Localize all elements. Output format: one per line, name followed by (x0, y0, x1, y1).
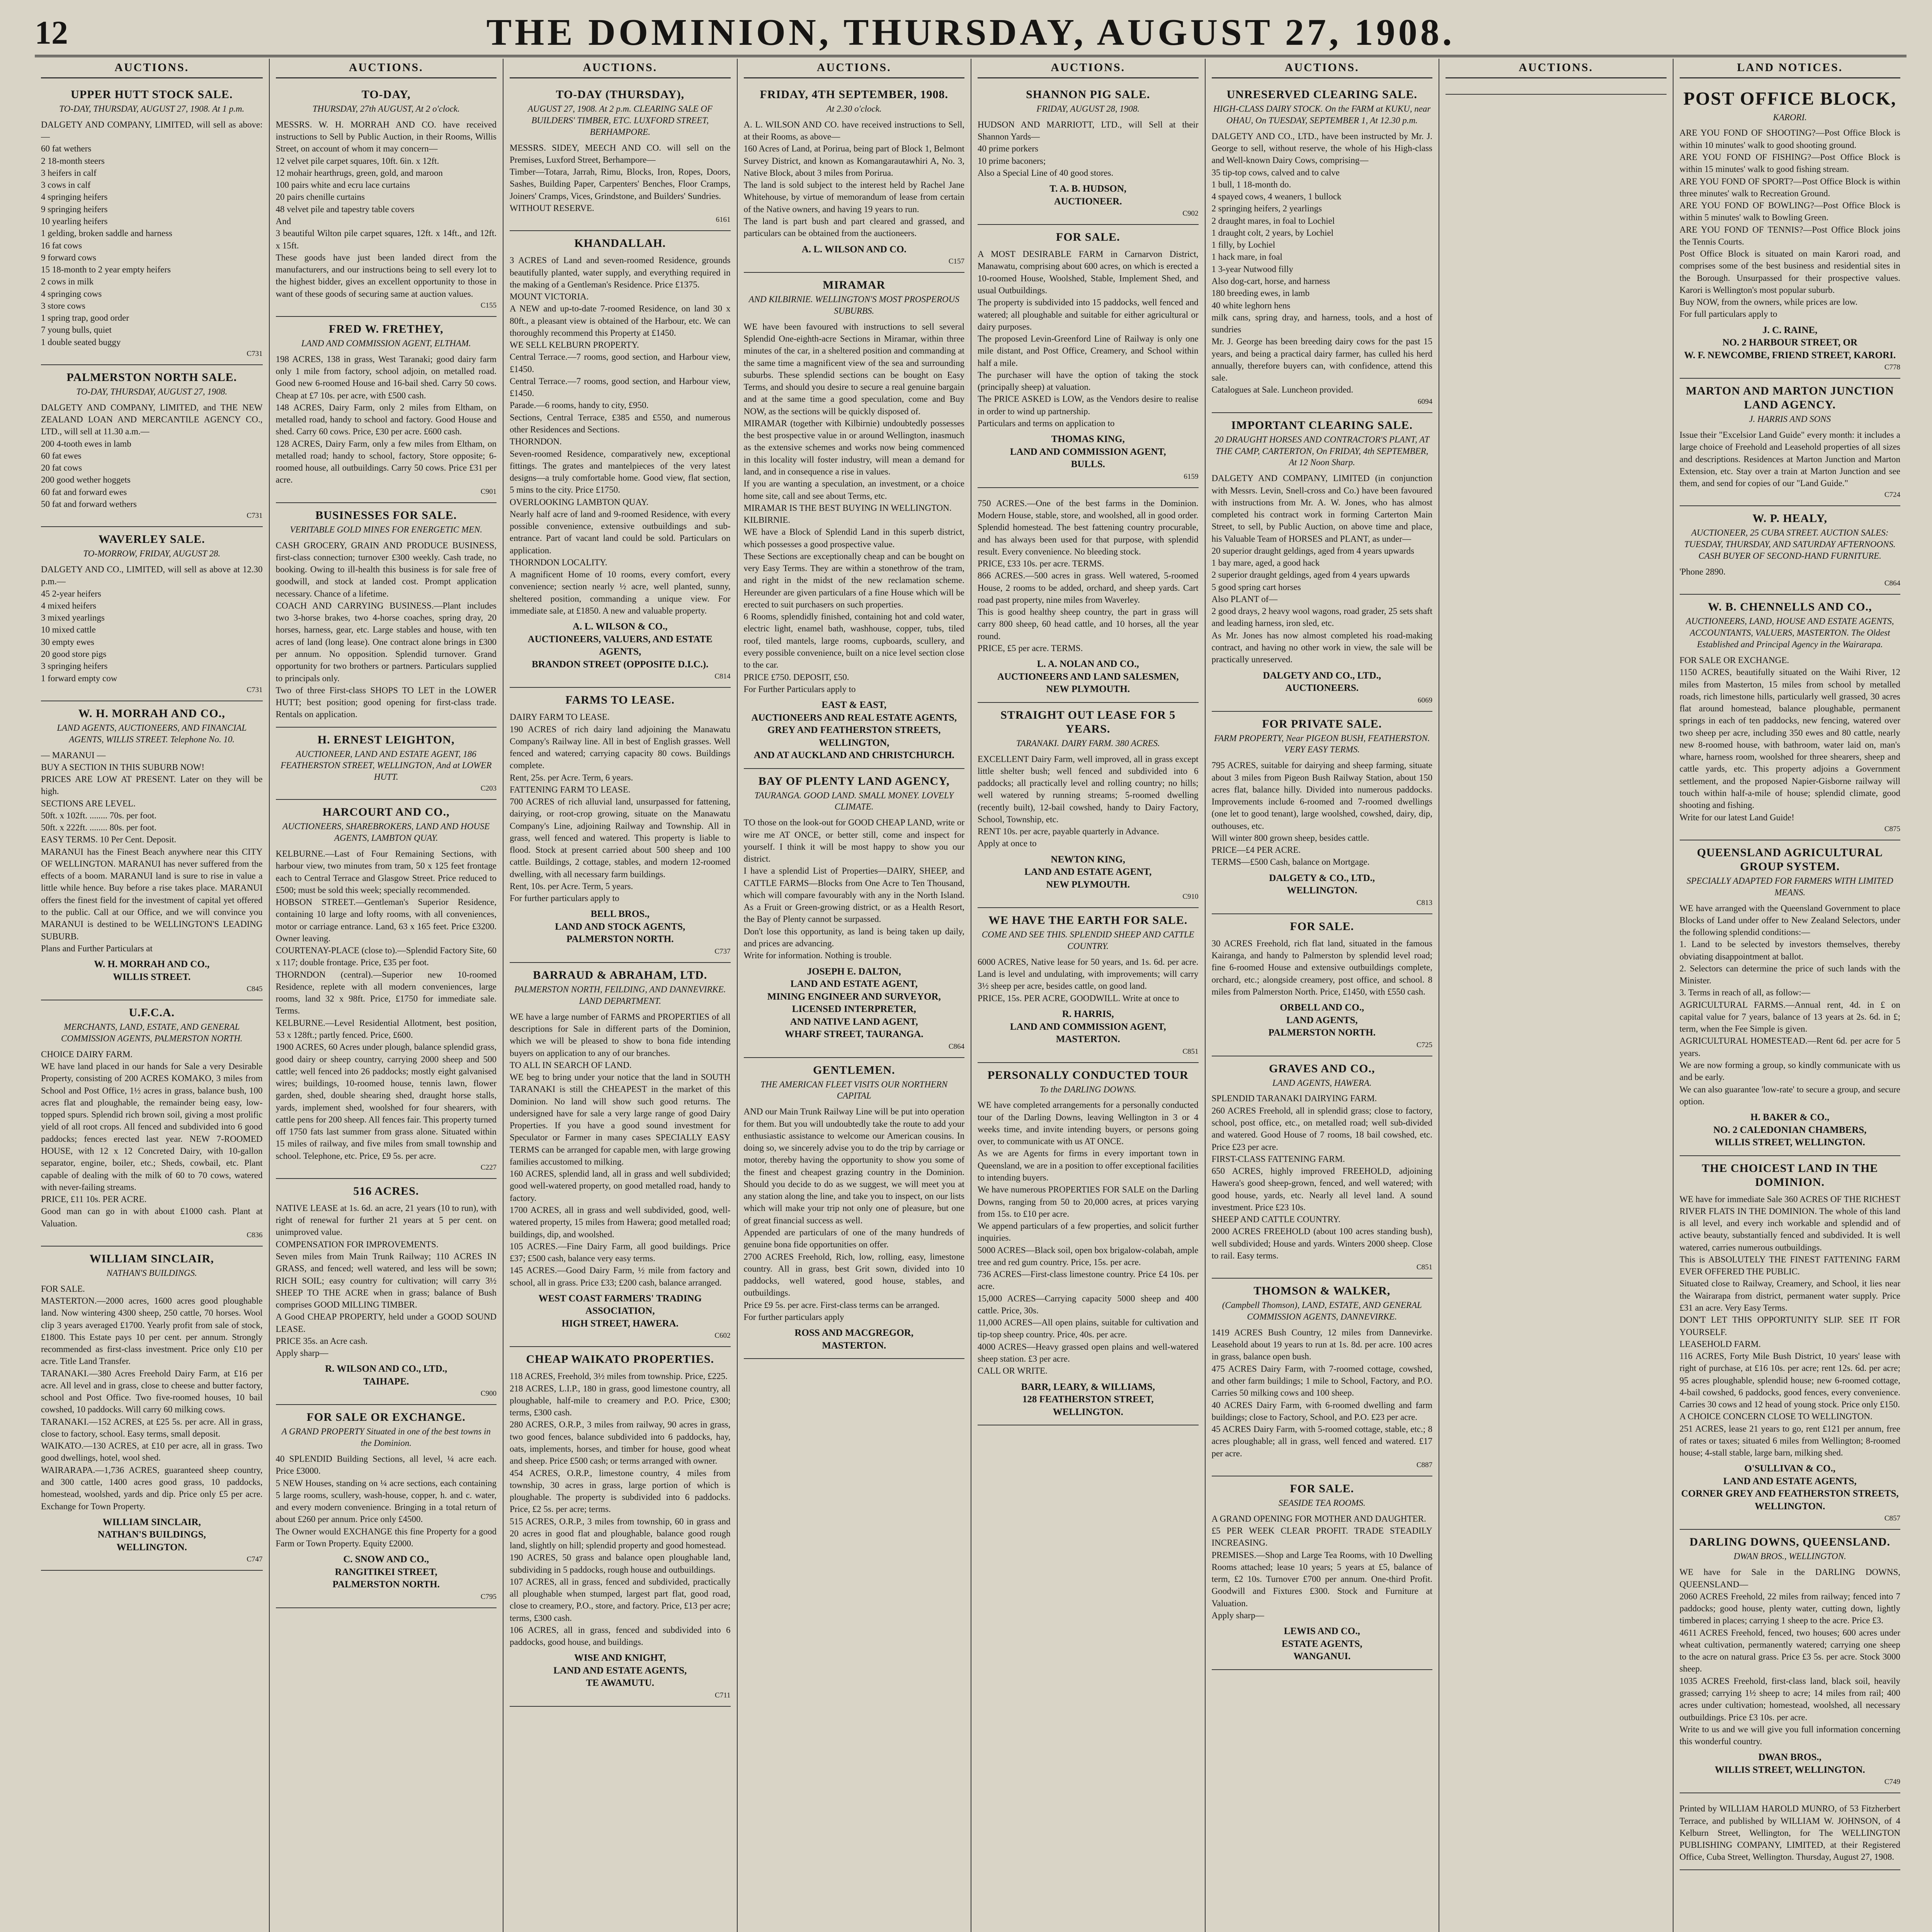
ad-agent-name: ROSS AND MACGREGOR, MASTERTON. (794, 1328, 914, 1351)
ad-title: UNRESERVED CLEARING SALE. (1226, 88, 1417, 101)
ad-reference-code: C864 (948, 1042, 964, 1051)
ad-title: DARLING DOWNS, QUEENSLAND. (1689, 1536, 1890, 1549)
ad-subtitle: SEASIDE TEA ROOMS. (1278, 1498, 1366, 1508)
ad-reference-code: C851 (1416, 1263, 1432, 1272)
ad-title: WILLIAM SINCLAIR, (89, 1252, 214, 1265)
ad-body-text: 30 ACRES Freehold, rich flat land, situated in the famous Kairanga, and handy to Palmerston by splendid level road; fine 6-roomed House and extensive outbuildings complete, orchard, etc.; alongside creamery, post office, and school. 8 miles from Palmerston North. Price, £1450, with £550 cash. (1211, 938, 1432, 997)
ad-agent-name: WEST COAST FARMERS' TRADING ASSOCIATION, HIGH STREET, HAWERA. (538, 1293, 702, 1329)
ad-body-text: WE have been favoured with instructions to sell several Splendid One-eighth-acre Sections in Miramar, within three minutes of the car, in a sheltered position and commanding at the same time a magnificent view of the sea and surrounding suburbs. These splendid sections can be bought on Easy Terms, and should you desire to secure a real genuine bargain and at the same time a good speculation, come and Buy NOW, as the sections will be quickly disposed of. MIRAMAR (together with Kilbirnie) undoubtedly possesses the best prospective value in or around Wellington, inasmuch as the extensive schemes and works now being commenced in this locality will foster industry, will mean a demand for land, and in consequence a rise in values. If you are wanting a speculation, an investment, or a choice home site, call and see about Terms, etc. MIRAMAR IS THE BEST BUYING IN WELLINGTON. KILBIRNIE. WE have a Block of Splendid Land in this superb district, which possesses a good prospective value. These Sections are exceptionally cheap and can be bought on very Easy Terms. They are within a stonethrow of the tram, and right in the midst of the new reclamation scheme. Hereunder are given particulars of a fine House which will be erected to suit purchasers on such properties. 6 Rooms, splendidly finished, containing hot and cold water, electric light, enamel bath, washhouse, copper, tubs, tiled roof, tiled mantels, large rooms, cupboards, scullery, and every possible convenience, built on a nice level section close to the car. PRICE £750. DEPOSIT, £50. For Further Particulars apply to (743, 321, 964, 694)
ad-body-text: 198 ACRES, 138 in grass, West Taranaki; good dairy farm only 1 mile from factory, school adjoin, on metalled road. Good new 6-roomed House and 16-bail shed. Carry 50 cows. Cheap at £7 10s. per acre, with £500 cash. 148 ACRES, Dairy Farm, only 2 miles from Eltham, on metalled road, handy to school and factory. Good House and shed. Carry 60 cows. Price, £30 per acre. £600 cash. 128 ACRES, Dairy Farm, only a few miles from Eltham, on metalled road; handy to school, factory, Store opposite; 6-roomed house, all outbuildings. Carry 50 cows. Price £31 per acre. (276, 354, 497, 485)
classified-advertisement (1212, 82, 1433, 413)
classified-advertisement (1680, 1793, 1901, 1870)
ad-reference-code: C725 (1416, 1041, 1432, 1049)
ad-reference-code: 6161 (716, 216, 731, 224)
ad-subtitle: LAND AND COMMISSION AGENT, ELTHAM. (301, 338, 471, 348)
ad-agent-name: LEWIS AND CO., ESTATE AGENTS, WANGANUI. (1281, 1626, 1362, 1662)
ad-body-text: 1419 ACRES Bush Country, 12 miles from Dannevirke. Leasehold about 19 years to run at 1s. 8d. per acre. 100 acres in grass, balance open bush. 475 ACRES Dairy Farm, with 7-roomed cottage, cowshed, and other farm buildings; 1 mile to School, Factory, and P.O. Carries 50 milking cows and 100 sheep. 40 ACRES Dairy Farm, with 6-roomed dwelling and farm buildings; close to Factory, School, and P.O. £23 per acre. 45 ACRES Dairy Farm, with 5-roomed cottage, stable, etc.; 8 acres ploughable; all in grass, well fenced and watered. £17 per acre. (1211, 1327, 1432, 1458)
ad-reference-code: C851 (1182, 1047, 1199, 1056)
ad-body-text: AND our Main Trunk Railway Line will be put into operation for them. But you will undoubtedly take the route to add your enthusiastic assistance to welcome our American cousins. In doing so, we sincerely advise you to do the trip by carriage or motor, thereby having the opportunity to show you some of the finest and cheapest grazing country in the Dominion. Should you decide to do as we suggest, we will meet you at any station along the line, and take you to inspect, on our lists which will make your trip not only one of pleasure, but one of great financial success as well. Appended are particulars of one of the many hundreds of genuine bona fide opportunities on offer. 2700 ACRES Freehold, Rich, low, rolling, easy, limestone country. All in grass, best Grit sown, divided into 10 paddocks, well watered, good house, stables, and outbuildings. Price £9 5s. per acre. First-class terms can be arranged. For further particulars apply (743, 1107, 964, 1322)
classified-advertisement (276, 1179, 497, 1405)
ad-title: W. H. MORRAH AND CO., (78, 707, 225, 720)
ad-subtitle: THURSDAY, 27th AUGUST, At 2 o'clock. (312, 104, 460, 114)
ad-body-text: A MOST DESIRABLE FARM in Carnarvon District, Manawatu, comprising about 600 acres, on which is erected a 10-roomed House, Woolshed, Stable, Implement Shed, and usual Outbuildings. The property is subdivided into 15 paddocks, well fenced and watered; all ploughable and suitable for either agricultural or dairy purposes. The proposed Levin-Greenford Line of Railway is only one mile distant, and Post Office, Creamery, and School within half a mile. The purchaser will have the option of taking the stock (principally sheep) at valuation. The PRICE ASKED is LOW, as the Vendors desire to realise in order to wind up partnership. Particulars and terms on application to (978, 249, 1199, 428)
ad-body-text: MESSRS. SIDEY, MEECH AND CO. will sell on the Premises, Luxford Street, Berhampore— Timber—Totara, Jarrah, Rimu, Blocks, Iron, Ropes, Doors, Sashes, Building Paper, Carpenters' Benches, Floor Cramps, Joiners' Cramps, Vices, Grindstone, and Builders' Sundries. WITHOUT RESERVE. (510, 143, 731, 213)
ad-title: UPPER HUTT STOCK SALE. (71, 88, 233, 101)
ad-title: WE HAVE THE EARTH FOR SALE. (988, 914, 1188, 927)
ad-reference-code: C813 (1416, 898, 1432, 907)
column-heading: LAND NOTICES. (1680, 59, 1901, 78)
ad-title: MIRAMAR (823, 279, 886, 292)
classified-advertisement (1680, 506, 1901, 595)
newspaper-column (737, 59, 971, 1932)
ad-subtitle: AUGUST 27, 1908. At 2 p.m. CLEARING SALE OF BUILDERS' TIMBER, ETC. LUXFORD STREET, BERHAMPORE. (527, 104, 713, 137)
classified-advertisement (510, 688, 731, 963)
ad-title: THOMSON & WALKER, (1253, 1284, 1391, 1298)
ad-subtitle: TO-DAY, THURSDAY, AUGUST 27, 1908. (76, 386, 228, 396)
ad-subtitle: PALMERSTON NORTH, FEILDING, AND DANNEVIRKE. LAND DEPARTMENT. (514, 984, 726, 1006)
ad-subtitle: At 2.30 o'clock. (826, 104, 882, 114)
classified-advertisement (744, 1058, 965, 1359)
ad-reference-code: 6159 (1184, 472, 1199, 481)
ad-subtitle: DWAN BROS., WELLINGTON. (1733, 1551, 1846, 1561)
ad-agent-name: L. A. NOLAN AND CO., AUCTIONEERS AND LAND SALESMEN, NEW PLYMOUTH. (997, 659, 1179, 695)
column-heading: AUCTIONS. (510, 59, 731, 78)
ad-subtitle: TO-DAY, THURSDAY, AUGUST 27, 1908. At 1 p.m. (59, 104, 245, 114)
ad-agent-name: H. BAKER & CO., NO. 2 CALEDONIAN CHAMBERS, WILLIS STREET, WELLINGTON. (1713, 1112, 1867, 1148)
ad-body-text: DALGETY AND COMPANY, LIMITED, and THE NEW ZEALAND LOAN AND MERCANTILE AGENCY CO., LTD., will sell at 11.30 a.m.— 200 4-tooth ewes in lamb 60 fat ewes 20 fat cows 200 good wether hoggets 60 fat and forward ewes 50 fat and forward wethers (41, 402, 263, 509)
ad-title: FOR SALE. (1056, 231, 1120, 244)
ad-title: W. P. HEALY, (1752, 512, 1827, 525)
ad-reference-code: C887 (1416, 1461, 1432, 1469)
ad-reference-code: C857 (1884, 1514, 1900, 1523)
newspaper-column (1205, 59, 1439, 1932)
ad-reference-code: C731 (247, 349, 263, 358)
ad-body-text: ARE YOU FOND OF SHOOTING?—Post Office Block is within 10 minutes' walk to good shooting ground. ARE YOU FOND OF FISHING?—Post Office Block is within 15 minutes' walk to good fishing stream. ARE YOU FOND OF SPORT?—Post Office Block is within three minutes' walk to Recreation Ground. ARE YOU FOND OF BOWLING?—Post Office Block is within 5 minutes' walk to Bowling Green. ARE YOU FOND OF TENNIS?—Post Office Block joins the Tennis Courts. Post Office Block is situated on main Karori road, and comprises some of the best business and residential sites in the Borough. Unsurpassed for their prospective values. Karori is Wellington's most popular suburb. Buy NOW, from the owners, while prices are low. For full particulars apply to (1679, 128, 1900, 319)
newspaper-column (503, 59, 737, 1932)
ad-body-text: CHOICE DAIRY FARM. WE have land placed in our hands for Sale a very Desirable Property, consisting of 200 ACRES KOMAKO, 3 miles from School and Post Office, 1½ acres in grass, balance bush, 100 acres flat and ploughable, the remainder being easy, low-topped spurs. Splendid rich brown soil, giving a most prolific yield of all root crops. All fenced and subdivided into 6 good paddocks; fences erected last year. NEW 7-ROOMED HOUSE, with 12 x 12 Concreted Dairy, with 10-gallon separator, engine, boiler, etc.; Sheds, cowbail, etc. Plant capable of dealing with the milk of 60 to 70 cows, watered with never-failing streams. PRICE, £11 10s. PER ACRE. Good man can go in with about £1000 cash. Plant at Valuation. (41, 1049, 263, 1228)
ad-reference-code: C203 (480, 784, 497, 793)
classified-advertisement (41, 527, 263, 701)
ad-body-text: WE have a large number of FARMS and PROPERTIES of all descriptions for Sale in different parts of the Dominion, which we will be pleased to show to bona fide intending buyers on application to any of our branches. TO ALL IN SEARCH OF LAND. WE beg to bring under your notice that the land in SOUTH TARANAKI is still the CHEAPEST in the market of this Dominion. No land will show such good returns. The undersigned have for sale a very large range of good Dairy Properties. If you have a good sound investment for Speculator or Farmer in many cases SPECIALLY EASY TERMS can be arranged for capable men, with large growing families accustomed to milking. 160 ACRES, splendid land, all in grass and well subdivided; good well-watered property, on good metalled road, handy to factory. 1700 ACRES, all in grass and well subdivided, good, well-watered property, 15 miles from Hawera; good metalled road; buildings, dip, and woolshed. 105 ACRES.—Fine Dairy Farm, all good buildings. Price £37; £500 cash, balance very easy terms. 145 ACRES.—Good Dairy Farm, ½ mile from factory and school, all in grass. Price £33; £200 cash, balance arranged. (510, 1012, 731, 1287)
ad-body-text: DALGETY AND COMPANY, LIMITED (in conjunction with Messrs. Levin, Snell-cross and Co.) have been favoured with instructions from Mr. A. W. Jones, who has almost completed his contract work in forming Carterton Main Street, to sell, by Public Auction, on above time and place, his Valuable Team of HORSES and PLANT, as under— 20 superior draught geldings, aged from 4 years upwards 1 bay mare, aged, a good hack 2 superior draught geldings, aged from 4 years upwards 5 good spring cart horses Also PLANT of— 2 good drays, 2 heavy wool wagons, road grader, 25 sets shaft and leading harness, iron sled, etc. As Mr. Jones has now almost completed his road-making contract, and having no other work in view, the sale will be practically unreserved. (1211, 473, 1432, 665)
ad-reference-code: C737 (714, 947, 731, 956)
ad-title: PERSONALLY CONDUCTED TOUR (987, 1068, 1189, 1082)
ad-subtitle: VERITABLE GOLD MINES FOR ENERGETIC MEN. (290, 524, 483, 534)
ad-body-text: 40 SPLENDID Building Sections, all level, ¼ acre each. Price £3000. 5 NEW Houses, standing on ¼ acre sections, each containing 5 large rooms, scullery, wash-house, copper, h. and c. water, and every modern convenience. Bringing in a total return of about £260 per annum. Price only £4500. The Owner would EXCHANGE this fine Property for a good Farm or Town Property. Equity £2000. (276, 1454, 497, 1549)
ad-agent-name: EAST & EAST, AUCTIONEERS AND REAL ESTATE AGENTS, GREY AND FEATHERSTON STREETS, WELLINGTON, AND AT AUCKLAND AND CHRISTCHURCH. (751, 700, 957, 761)
classified-advertisement (978, 82, 1199, 225)
ad-body-text: 118 ACRES, Freehold, 3½ miles from township. Price, £225. 218 ACRES, L.I.P., 180 in grass, good limestone country, all ploughable, half-mile to creamery and P.O. Price, £300; terms, £300 cash. 280 ACRES, O.R.P., 3 miles from railway, 90 acres in grass, two good fences, balance subdivided into 6 paddocks, hay, oats, implements, horses, and timber for house, good wheat and sheep. Price £500 cash; or terms arranged with owner. 454 ACRES, O.R.P., limestone country, 4 miles from township, 30 acres in grass, large portion of which is ploughable. The property is subdivided into 6 paddocks. Price, £2 5s. per acre; terms. 515 ACRES, O.R.P., 3 miles from township, 60 in grass and 20 acres in good flat and ploughable, balance good rough land, slightly on hill; splendid property and good homestead. 190 ACRES, 50 grass and balance open ploughable land, subdividing in 5 paddocks, rough house and outbuildings. 107 ACRES, all in grass, fenced and subdivided, practically all ploughable when stumped, largest part flat, good road, close to creamery, P.O., store, and factory. Price, £13 per acre; terms, £300 cash. 106 ACRES, all in grass, fenced and subdivided into 6 paddocks, good house, and buildings. (510, 1371, 731, 1647)
classified-advertisement (744, 769, 965, 1058)
ad-subtitle: A GRAND PROPERTY Situated in one of the best towns in the Dominion. (281, 1427, 491, 1448)
classified-advertisement (1680, 1156, 1901, 1530)
ad-body-text: HUDSON AND MARRIOTT, LTD., will Sell at their Shannon Yards— 40 prime porkers 10 prime baconers; Also a Special Line of 40 good stores. (978, 119, 1199, 178)
column-heading: AUCTIONS. (1212, 59, 1433, 78)
column-heading: AUCTIONS. (978, 59, 1199, 78)
ad-title: QUEENSLAND AGRICULTURAL GROUP SYSTEM. (1697, 846, 1883, 873)
classified-advertisement (276, 503, 497, 728)
classified-advertisement (1212, 712, 1433, 914)
classified-advertisement (510, 231, 731, 688)
classified-advertisement (744, 273, 965, 769)
ad-body-text: 'Phone 2890. (1679, 567, 1726, 577)
ad-body-text: Issue their "Excelsior Land Guide" every month: it includes a large choice of Freehold and Leasehold properties of all sizes and descriptions. Residences at Marton Junction and Marton Extension, etc. Stay over a train at Marton Junction and see them, and send for copies of our "Land Guide." (1679, 430, 1900, 488)
ad-reference-code: C711 (715, 1691, 731, 1699)
classified-advertisement (276, 82, 497, 317)
ad-body-text: 750 ACRES.—One of the best farms in the Dominion. Modern House, stable, store, and woolshed, all in good order. Splendid homestead. The best fattening country procurable, and has always been used for that purpose, with splendid result. Every convenience. No bleeding stock. PRICE, £33 10s. per acre. TERMS. 866 ACRES.—500 acres in grass. Well watered, 5-roomed House, 2 rooms to be added, orchard, and sheep yards. Cart road past property, nine miles from Waverley. This is good healthy sheep country, the part in grass will carry 800 sheep, 60 head cattle, and 10 horses, all the year round. PRICE, £5 per acre. TERMS. (978, 498, 1199, 653)
ad-title: BUSINESSES FOR SALE. (315, 509, 457, 522)
classified-advertisement (978, 488, 1199, 703)
classified-advertisement (510, 963, 731, 1347)
ad-title: SHANNON PIG SALE. (1026, 88, 1150, 101)
classified-advertisement (1212, 413, 1433, 712)
ad-subtitle: SPECIALLY ADAPTED FOR FARMERS WITH LIMITED MEANS. (1686, 876, 1893, 897)
ad-subtitle: FARM PROPERTY, Near PIGEON BUSH, FEATHERSTON. VERY EASY TERMS. (1214, 733, 1430, 755)
ad-body-text: — MARANUI — BUY A SECTION IN THIS SUBURB NOW! PRICES ARE LOW AT PRESENT. Later on they will be high. SECTIONS ARE LEVEL. 50ft. x 102ft. ........ 70s. per foot. 50ft. x 222ft. ........ 80s. per foot. EASY TERMS. 10 Per Cent. Deposit. MARANUI has the Finest Beach anywhere near this CITY OF WELLINGTON. MARANUI has never suffered from the effects of a boom. MARANUI land is sure to rise in value a little while hence. Buy before a rise takes place. MARANUI offers the finest field for the investment of capital yet offered to the public. Call at our Office, and we will convince you MARANUI is destined to be WELLINGTON'S LEADING SUBURB. Plans and Further Particulars at (41, 750, 263, 953)
newspaper-column (269, 59, 503, 1932)
classified-advertisement (978, 908, 1199, 1063)
ad-reference-code: C910 (1182, 893, 1199, 901)
ad-agent-name: BARR, LEARY, & WILLIAMS, 128 FEATHERSTON STREET, WELLINGTON. (1021, 1381, 1155, 1417)
ad-body-text: EXCELLENT Dairy Farm, well improved, all in grass except little shelter bush; well fenced and subdivided into 6 paddocks; all practically level and rolling country; no hills; well watered by running streams; 5-roomed dwelling (recently built), 12-bail cowshed, handy to Dairy Factory, School, Township, etc. RENT 10s. per acre, payable quarterly in Advance. Apply at once to (978, 754, 1199, 849)
column-heading: AUCTIONS. (276, 59, 497, 78)
ad-subtitle: LAND AGENTS, AUCTIONEERS, AND FINANCIAL AGENTS, WILLIS STREET. Telephone No. 10. (57, 723, 247, 744)
ad-title: FRIDAY, 4TH SEPTEMBER, 1908. (760, 88, 949, 101)
ad-subtitle: 20 DRAUGHT HORSES AND CONTRACTOR'S PLANT, AT THE CAMP, CARTERTON, On FRIDAY, 4th SEPTEMBER, At 12 Noon Sharp. (1214, 434, 1430, 468)
page-number: 12 (35, 14, 68, 51)
ad-title: GENTLEMEN. (813, 1063, 895, 1077)
ad-reference-code: C747 (247, 1555, 263, 1564)
ad-title: BAY OF PLENTY LAND AGENCY, (758, 774, 950, 787)
ad-title: TO-DAY, (361, 88, 411, 101)
ad-body-text: CASH GROCERY, GRAIN AND PRODUCE BUSINESS, first-class connection; turnover £300 weekly. Cash trade, no booking. Owing to ill-health this business is for sale free of goodwill, and stock at landed cost. Prompt application necessary. Chance of a lifetime. COACH AND CARRYING BUSINESS.—Plant includes two 3-horse brakes, two 4-horse coaches, spring dray, 20 horses, harness, gear, etc. Large stables and house, with ten acres of land (long lease). One contract alone brings in £300 per annum. No opposition. Splendid turnover. Grand opportunity for two brothers or partners. Particulars supplied to principals only. Two of three First-class SHOPS TO LET in the LOWER HUTT; best position; good opening for first-class trade. Rentals on application. (276, 540, 497, 719)
ad-subtitle: NATHAN'S BUILDINGS. (106, 1268, 197, 1278)
ad-reference-code: C836 (247, 1231, 263, 1239)
classified-advertisement (41, 82, 263, 365)
classified-advertisement (1680, 82, 1901, 379)
ad-agent-name: R. HARRIS, LAND AND COMMISSION AGENT, MASTERTON. (1010, 1009, 1166, 1045)
ad-agent-name: DWAN BROS., WILLIS STREET, WELLINGTON. (1714, 1752, 1865, 1775)
ad-agent-name: BELL BROS., LAND AND STOCK AGENTS, PALMERSTON NORTH. (555, 909, 685, 945)
ad-subtitle: TARANAKI. DAIRY FARM. 380 ACRES. (1016, 738, 1160, 748)
ad-body-text: A. L. WILSON AND CO. have received instructions to Sell, at their Rooms, as above— 160 Acres of Land, at Porirua, being part of Block 1, Belmont Survey District, and known as Komangarautawhiri A, No. 3, Native Block, about 3 miles from Porirua. The land is sold subject to the interest held by Rachel Jane Whitehouse, by virtue of memorandum of lease from certain of the Native owners, and having 19 years to run. The land is part bush and part cleared and grassed, and particulars can be obtained from the auctioneers. (743, 119, 964, 238)
ad-subtitle: To the DARLING DOWNS. (1039, 1084, 1136, 1094)
ad-agent-name: O'SULLIVAN & CO., LAND AND ESTATE AGENTS, CORNER GREY AND FEATHERSTON STREETS, WELLINGTON. (1681, 1463, 1899, 1512)
ad-title: FOR SALE OR EXCHANGE. (306, 1411, 466, 1424)
newspaper-column (1673, 59, 1907, 1932)
ad-body-text: FOR SALE. MASTERTON.—2000 acres, 1600 acres good ploughable land. Now wintering 4300 sheep, 250 cattle, 70 horses. Wool clip 3 years averaged £1700. Yearly profit from sale of stock, £1800. This Estate pays 10 per cent. per annum. Strongly recommended as first-class investment. Price only £10 per acre. Title Land Transfer. TARANAKI.—380 Acres Freehold Dairy Farm, at £16 per acre. All level and in grass, close to cheese and butter factory, school and Post Office. Two five-roomed houses, 10 bail cowshed, 10 paddocks. Will carry 60 milking cows. TARANAKI.—152 ACRES, at £25 5s. per acre. All in grass, close to factory, school. Easy terms, small deposit. WAIKATO.—130 ACRES, at £10 per acre, all in grass. Two good dwellings, hotel, wool shed. WAIRARAPA.—1,736 ACRES, guaranteed sheep country, and 300 cattle, 1400 acres good grass, 10 paddocks, homestead, woolshed, yards and dip. Price only £5 per acre. Exchange for Town Property. (41, 1284, 263, 1511)
ad-reference-code: C875 (1884, 825, 1900, 833)
ad-reference-code: C778 (1884, 363, 1900, 372)
classified-advertisement (744, 82, 965, 273)
ad-reference-code: C731 (247, 685, 263, 694)
classified-advertisement (978, 225, 1199, 488)
column-heading: AUCTIONS. (41, 59, 263, 78)
ad-subtitle: (Campbell Thomson), LAND, ESTATE, AND GENERAL COMMISSION AGENTS, DANNEVIRKE. (1222, 1300, 1422, 1322)
classified-advertisement (276, 800, 497, 1179)
ad-body-text: 795 ACRES, suitable for dairying and sheep farming, situate about 3 miles from Pigeon Bush Railway Station, about 150 acres flat, balance hilly. Divided into numerous paddocks. Improvements include 6-roomed and 7-roomed dwellings (one let to good tenant), large woolshed, cowshed, dairy, dip, outhouses, etc. Will winter 800 grown sheep, besides cattle. PRICE—£4 PER ACRE. TERMS—£500 Cash, balance on Mortgage. (1211, 760, 1432, 867)
classified-advertisement (1212, 1476, 1433, 1670)
ad-title: POST OFFICE BLOCK, (1683, 88, 1896, 109)
ad-body-text: DALGETY AND COMPANY, LIMITED, will sell as above:— 60 fat wethers 2 18-month steers 3 heifers in calf 3 cows in calf 4 springing heifers 9 springing heifers 10 yearling heifers 1 gelding, broken saddle and harness 16 fat cows 9 forward cows 15 18-month to 2 year empty heifers 2 cows in milk 4 springing cows 3 store cows 1 spring trap, good order 7 young bulls, quiet 1 double seated buggy (41, 119, 263, 347)
ad-body-text: DAIRY FARM TO LEASE. 190 ACRES of rich dairy land adjoining the Manawatu Company's Railway line. All in best of English grasses. Well fenced and watered; carrying capacity 80 cows. Buildings complete. Rent, 25s. per Acre. Term, 6 years. FATTENING FARM TO LEASE. 700 ACRES of rich alluvial land, unsurpassed for fattening, dairying, or root-crop growing, situate on the Manawatu Company's Line, adjoining Railway and Township. All in grass, well fenced and watered. This property is liable to flood. Stock at present carried about 500 sheep and 100 cattle. Buildings, 2 cottage, stables, and modern 12-roomed dwelling, with all necessary farm buildings. Rent, 10s. per Acre. Term, 5 years. For further particulars apply to (510, 712, 731, 903)
classified-advertisement (1680, 379, 1901, 506)
ad-body-text: KELBURNE.—Last of Four Remaining Sections, with harbour view, two minutes from tram, 50 x 125 feet frontage each to Central Terrace and Glasgow Street. Price reduced to £500; must be sold this week; specially recommended. HOBSON STREET.—Gentleman's Superior Residence, containing 10 large and lofty rooms, with all conveniences, motor or carriage entrance. Land, 63 x 165 feet. Price £3200. Owner leaving. COURTENAY-PLACE (close to).—Splendid Factory Site, 60 x 117; double frontage. Price, £35 per foot. THORNDON (central).—Superior new 10-roomed Residence, replete with all modern conveniences, large rooms, land 32 x 98ft. Price, £1750 for immediate sale. Terms. KELBURNE.—Level Residential Allotment, best position, 53 x 128ft.; partly fenced. Price, £600. 1900 ACRES, 60 Acres under plough, balance splendid grass, good dairy or sheep country, carrying 2000 sheep and 500 cattle; well fenced into 26 paddocks; mostly eight galvanised wires; buildings, 10-roomed house, tennis lawn, flower garden, shed, double shearing shed, draught horse stalls, yards, implement shed, woolshed for four shearers, with cattle pens for 200 sheep. All fences fair. This property turned off 1750 fats last summer from grass alone. Situated within 15 miles of railway, and five miles from small township and school. Telephone, etc. Price, £9 5s. per acre. (276, 849, 497, 1161)
ad-title: FOR SALE. (1290, 1482, 1354, 1495)
ad-body-text: DALGETY AND CO., LIMITED, will sell as above at 12.30 p.m.— 45 2-year heifers 4 mixed heifers 3 mixed yearlings 10 mixed cattle 30 empty ewes 20 good store pigs 3 springing heifers 1 forward empty cow (41, 565, 263, 683)
ad-title: U.F.C.A. (129, 1006, 175, 1019)
ad-title: 516 ACRES. (353, 1184, 419, 1197)
ad-subtitle: COME AND SEE THIS. SPLENDID SHEEP AND CATTLE COUNTRY. (981, 930, 1194, 951)
ad-body-text: WE have for Sale in the DARLING DOWNS, QUEENSLAND— 2060 ACRES Freehold, 22 miles from railway; fenced into 7 paddocks; good house, plenty water, cutting down, lightly timbered in places; carrying 1 sheep to the acre. Price £3. 4611 ACRES Freehold, fenced, two houses; 600 acres under wheat cultivation, permanently watered; carrying one sheep to the acre on natural grass. Price £3 5s. per acre. Stock 3000 sheep. 1035 ACRES Freehold, first-class land, black soil, heavily grassed; carrying 1½ sheep to acre; 14 miles from rail; 400 acres under cultivation; homestead, woolshed, all necessary outbuildings. Price £3 10s. per acre. Write to us and we will give you full information concerning this wonderful country. (1679, 1567, 1900, 1747)
ad-body-text: A GRAND OPENING FOR MOTHER AND DAUGHTER. £5 PER WEEK CLEAR PROFIT. TRADE STEADILY INCREASING. PREMISES.—Shop and Large Tea Rooms, with 10 Dwelling Rooms attached; lease 10 years; 5 years at £5, balance of term, £2 10s. Turnover £700 per annum. One-third Profit. Goodwill and Fixtures £300. Stock and Furniture at Valuation. Apply sharp— (1211, 1514, 1432, 1620)
classified-advertisement (1446, 82, 1667, 95)
classified-advertisement (978, 1063, 1199, 1426)
ad-agent-name: A. L. WILSON & CO., AUCTIONEERS, VALUERS, AND ESTATE AGENTS, BRANDON STREET (OPPOSITE D.I.C.). (527, 621, 713, 670)
ad-subtitle: KARORI. (1773, 112, 1807, 122)
newspaper-column (971, 59, 1205, 1932)
ad-reference-code: C845 (247, 985, 263, 993)
ad-reference-code: C724 (1884, 491, 1900, 499)
ad-subtitle: TAURANGA. GOOD LAND. SMALL MONEY. LOVELY CLIMATE. (754, 790, 954, 812)
ad-subtitle: TO-MORROW, FRIDAY, AUGUST 28. (83, 549, 221, 559)
ad-reference-code: C901 (480, 487, 497, 496)
newspaper-column (1439, 59, 1673, 1932)
classified-advertisement (41, 1247, 263, 1571)
ad-title: BARRAUD & ABRAHAM, LTD. (533, 968, 707, 981)
ad-title: FARMS TO LEASE. (565, 694, 675, 707)
ad-reference-code: C155 (480, 301, 497, 310)
ad-agent-name: A. L. WILSON AND CO. (801, 244, 906, 255)
ad-agent-name: W. H. MORRAH AND CO., WILLIS STREET. (94, 959, 210, 982)
classified-advertisement (978, 703, 1199, 908)
classified-advertisement (510, 1347, 731, 1707)
ad-body-text: NATIVE LEASE at 1s. 6d. an acre, 21 years (10 to run), with right of renewal for further 21 years at 5 per cent. on unimproved value. COMPENSATION FOR IMPROVEMENTS. Seven miles from Main Trunk Railway; 110 ACRES IN GRASS, and fenced; well watered, and less will be sown; RICH SOIL; easy country for cultivation; will carry 3½ SHEEP TO THE ACRE when in grass; balance of Bush comprises GOOD MILLING TIMBER. A Good CHEAP PROPERTY, held under a GOOD SOUND LEASE. PRICE 35s. an Acre cash. Apply sharp— (276, 1203, 497, 1358)
column-heading: AUCTIONS. (744, 59, 965, 78)
ad-reference-code: 6069 (1418, 696, 1432, 704)
ad-subtitle: AUCTIONEER, 25 CUBA STREET. AUCTION SALES: TUESDAY, THURSDAY, AND SATURDAY AFTERNOONS. CASH BUYER OF SECOND-HAND FURNITURE. (1684, 528, 1896, 561)
ad-subtitle: AUCTIONEERS, LAND, HOUSE AND ESTATE AGENTS, ACCOUNTANTS, VALUERS, MASTERTON. The Oldest Established and Principal Agency in the Wairarapa. (1686, 616, 1894, 650)
ad-agent-name: DALGETY AND CO., LTD., AUCTIONEERS. (1263, 670, 1381, 694)
ad-body-text: MESSRS. W. H. MORRAH AND CO. have received instructions to Sell by Public Auction, in their Rooms, Willis Street, on account of whom it may concern— 12 velvet pile carpet squares, 10ft. 6in. x 12ft. 12 mohair hearthrugs, green, gold, and maroon 100 pairs white and ecru lace curtains 20 pairs chenille curtains 48 velvet pile and tapestry table covers And 3 beautiful Wilton pile carpet squares, 12ft. x 14ft., and 12ft. x 15ft. These goods have just been landed direct from the manufacturers, and our instructions being to sell every lot to the highest bidder, gives an excellent opportunity to those in want of these goods of securing same at auction values. (276, 119, 497, 299)
ad-title: W. B. CHENNELLS AND CO., (1708, 600, 1872, 614)
ad-body-text: Printed by WILLIAM HAROLD MUNRO, of 53 Fitzherbert Terrace, and published by WILLIAM W. JOHNSON, of 4 Kelburn Street, Wellington, for The WELLINGTON PUBLISHING COMPANY, LIMITED, at their Registered Office, Cuba Street, Wellington. Thursday, August 27, 1908. (1679, 1804, 1900, 1862)
ad-agent-name: JOSEPH E. DALTON, LAND AND ESTATE AGENT, MINING ENGINEER AND SURVEYOR, LICENSED INTERPRETER, AND NATIVE LAND AGENT, WHARF STREET, TAURANGA. (767, 966, 941, 1040)
classified-advertisement (1680, 1530, 1901, 1793)
ad-subtitle: THE AMERICAN FLEET VISITS OUR NORTHERN CAPITAL (760, 1079, 948, 1101)
ad-reference-code: C602 (714, 1332, 731, 1340)
ad-subtitle: LAND AGENTS, HAWERA. (1272, 1078, 1372, 1088)
classified-advertisement (276, 317, 497, 503)
ad-body-text: WE have completed arrangements for a personally conducted tour of the Darling Downs, leaving Wellington in 3 or 4 weeks time, and invite intending buyers, or persons going over, to communicate with us AT ONCE. As we are Agents for firms in every important town in Queensland, we are in a position to offer exceptional facilities to intending buyers. We have numerous PROPERTIES FOR SALE on the Darling Downs, ranging from 50 to 20,000 acres, at prices varying from 15s. to £10 per acre. We append particulars of a few properties, and solicit further inquiries. 5000 ACRES—Black soil, open box brigalow-colabah, ample tree and red gum country. Price, 15s. per acre. 736 ACRES—First-class limestone country. Price £4 10s. per acre. 15,000 ACRES—Carrying capacity 5000 sheep and 400 cattle. Price, 30s. 11,000 ACRES—All open plains, suitable for cultivation and tip-top sheep country. Price, 40s. per acre. 4000 ACRES—Heavy grassed open plains and well-watered sheep station. £3 per acre. CALL OR WRITE. (978, 1100, 1199, 1376)
classified-advertisement (1680, 840, 1901, 1156)
ad-title: MARTON AND MARTON JUNCTION LAND AGENCY. (1685, 384, 1894, 412)
ad-agent-name: WISE AND KNIGHT, LAND AND ESTATE AGENTS, TE AWAMUTU. (553, 1653, 687, 1689)
ad-agent-name: J. C. RAINE, NO. 2 HARBOUR STREET, OR W. F. NEWCOMBE, FRIEND STREET, KARORI. (1684, 325, 1896, 361)
ad-title: WAVERLEY SALE. (98, 533, 205, 546)
ad-body-text: 3 ACRES of Land and seven-roomed Residence, grounds beautifully planted, water supply, and everything required in the making of a Gentleman's Residence. Price £1375. MOUNT VICTORIA. A NEW and up-to-date 7-roomed Residence, on land 30 x 80ft., a pleasant view is obtained of the Harbour, etc. We can thoroughly recommend this Property at £1450. WE SELL KELBURN PROPERTY. Central Terrace.—7 rooms, good section, and Harbour view, £1450. Central Terrace.—7 rooms, good section, and Harbour view, £1450. Parade.—6 rooms, handy to city, £950. Sections, Central Terrace, £385 and £550, and numerous other Residences and Sections. THORNDON. Seven-roomed Residence, comparatively new, exceptional fittings. The grates and mantelpieces of the very latest designs—a truly comfortable home. Good view, flat section, 5 mins to the city. Price £1750. OVERLOOKING LAMBTON QUAY. Nearly half acre of land and 9-roomed Residence, with every possible convenience, extensive outbuildings and sub-entrance. Part of vacant land could be sold. Particulars on application. THORNDON LOCALITY. A magnificent Home of 10 rooms, every comfort, every convenience; section nearly ½ acre, well planted, sunny, sheltered position, commanding a unique view. For immediate sale, at £1850. A new and valuable property. (510, 255, 731, 616)
ad-agent-name: ORBELL AND CO., LAND AGENTS, PALMERSTON NORTH. (1268, 1002, 1376, 1038)
ad-agent-name: R. WILSON AND CO., LTD., TAIHAPE. (325, 1364, 447, 1387)
ad-title: TO-DAY (THURSDAY), (556, 88, 684, 101)
ad-agent-name: T. A. B. HUDSON, AUCTIONEER. (1049, 184, 1127, 207)
ad-reference-code: 6094 (1418, 397, 1432, 406)
ad-body-text: WE have for immediate Sale 360 ACRES OF THE RICHEST RIVER FLATS IN THE DOMINION. The whole of this land is all level, and every inch workable and splendid and of active beauty, substantially fenced and subdivided. It is well watered, carries numerous outbuildings. This is ABSOLUTELY THE FINEST FATTENING FARM EVER OFFERED THE PUBLIC. Situated close to Railway, Creamery, and School, it lies near the Wairarapa from district, permanent water supply. Price £31 an acre. Very Easy Terms. DON'T LET THIS OPPORTUNITY SLIP. SEE IT FOR YOURSELF. LEASEHOLD FARM. 116 ACRES, Forty Mile Bush District, 10 years' lease with right of purchase, at £16 10s. per acre; rent 12s. 6d. per acre; 95 acres ploughable, splendid house; new 6-roomed cottage, 4-bail cowshed, 6 paddocks, good fences, every convenience. Carries 30 cows and 12 head of young stock. Price only £150. A CHOICE CONCERN CLOSE TO WELLINGTON. 251 ACRES, lease 21 years to go, rent £121 per annum, free of rates or taxes; situated 6 miles from Wellington; 8-roomed house; 4-stall stable, large barn, milking shed. (1679, 1194, 1900, 1458)
ad-title: IMPORTANT CLEARING SALE. (1231, 418, 1413, 432)
classified-advertisement (41, 365, 263, 527)
newspaper-column (35, 59, 269, 1932)
ad-title: PALMERSTON NORTH SALE. (66, 371, 237, 384)
ad-reference-code: C157 (948, 257, 964, 266)
masthead (35, 9, 1906, 57)
ad-reference-code: C814 (714, 672, 731, 681)
ad-subtitle: MERCHANTS, LAND, ESTATE, AND GENERAL COMMISSION AGENTS, PALMERSTON NORTH. (61, 1022, 243, 1043)
ad-body-text: WE have arranged with the Queensland Government to place Blocks of Land under offer to New Zealand Selectors, under the following splendid conditions:— 1. Land to be selected by investors themselves, thereby obviating disappointment at ballot. 2. Selectors can determine the price of such lands with the Minister. 3. Terms in reach of all, as follow:— AGRICULTURAL FARMS.—Annual rent, 4d. in £ on capital value for 7 years, balance of 13 years at 2s. 6d. in £; term, when the Fee Simple is given. AGRICULTURAL HOMESTEAD.—Rent 6d. per acre for 5 years. We are now forming a group, so kindly communicate with us and be early. We can also guarantee 'low-rate' to secure a group, and secure option. (1679, 903, 1900, 1106)
classified-advertisement (276, 728, 497, 800)
classified-advertisement (1680, 595, 1901, 840)
columns-container (35, 59, 1906, 1932)
classified-advertisement (1212, 1279, 1433, 1476)
ad-subtitle: J. HARRIS AND SONS (1749, 414, 1831, 424)
ad-body-text: TO those on the look-out for GOOD CHEAP LAND, write or wire me AT ONCE, or better still, come and inspect for yourself. I think it will be most happy to show you our district. I have a splendid List of Properties—DAIRY, SHEEP, and CATTLE FARMS—Blocks from One Acre to Ten Thousand, which will compare favourably with any in the North Island. As a Fruit or Green-growing district, or as a Health Resort, the Bay of Plenty cannot be surpassed. Don't lose this opportunity, as land is being taken up daily, and prices are advancing. Write for information. Nothing is trouble. (743, 818, 964, 961)
ad-reference-code: C795 (480, 1592, 497, 1601)
ad-title: FOR SALE. (1290, 920, 1354, 933)
column-heading: AUCTIONS. (1446, 59, 1667, 78)
ad-agent-name: WILLIAM SINCLAIR, NATHAN'S BUILDINGS, WELLINGTON. (97, 1517, 206, 1553)
ad-agent-name: THOMAS KING, LAND AND COMMISSION AGENT, BULLS. (1010, 434, 1166, 470)
ad-reference-code: C864 (1884, 579, 1900, 588)
ad-agent-name: DALGETY & CO., LTD., WELLINGTON. (1269, 872, 1375, 896)
ad-body-text: SPLENDID TARANAKI DAIRYING FARM. 260 ACRES Freehold, all in splendid grass; close to factory, school, post office, etc., on metalled road; well sub-divided and watered. Good House of 7 rooms, 18 bail cowshed, etc. Price £23 per acre. FIRST-CLASS FATTENING FARM. 650 ACRES, highly improved FREEHOLD, adjoining Hawera's good sheep-grown, fenced, and well watered; with good house, yards, etc. Nearly all level land. A sound investment. Price £23 10s. SHEEP AND CATTLE COUNTRY. 2000 ACRES FREEHOLD (about 100 acres standing bush), well subdivided; House and yards. Winters 2000 sheep. Close to rail. Easy terms. (1211, 1094, 1432, 1260)
ad-title: FRED W. FRETHEY, (328, 322, 444, 335)
ad-reference-code: C227 (480, 1163, 497, 1172)
ad-title: H. ERNEST LEIGHTON, (317, 733, 455, 746)
ad-subtitle: AUCTIONEERS, SHAREBROKERS, LAND AND HOUSE AGENTS, LAMBTON QUAY. (282, 821, 490, 843)
ad-subtitle: HIGH-CLASS DAIRY STOCK. On the FARM at KUKU, near OHAU, On TUESDAY, SEPTEMBER 1, At 12.30 p.m. (1213, 104, 1431, 125)
ad-reference-code: C900 (480, 1389, 497, 1398)
ad-reference-code: C902 (1182, 209, 1199, 218)
classified-advertisement (276, 1405, 497, 1608)
classified-advertisement (510, 82, 731, 231)
ad-subtitle: FRIDAY, AUGUST 28, 1908. (1036, 104, 1140, 114)
ad-title: GRAVES AND CO., (1269, 1062, 1375, 1075)
ad-subtitle: AND KILBIRNIE. WELLINGTON'S MOST PROSPEROUS SUBURBS. (748, 294, 959, 316)
ad-reference-code: C749 (1884, 1778, 1900, 1786)
ad-agent-name: C. SNOW AND CO., RANGITIKEI STREET, PALMERSTON NORTH. (332, 1554, 440, 1590)
ad-body-text: FOR SALE OR EXCHANGE. 1150 ACRES, beautifully situated on the Waihi River, 12 miles from Masterton, 15 miles from school by metalled roads, rich limestone hills, particularly well grassed, 30 acres flat around homestead, balance ploughable, permanent springs in each of ten paddocks, new fencing, watered over two sheep per acre, including 350 ewes and 80 cattle, nearly new 8-roomed house, with bathroom, water laid on, man's whare, harness room, woolshed for three shearers, sheep and cattle yards, etc. This property adjoins a Government settlement, and the proposed Napier-Gisborne railway will touch within half-a-mile of house; splendid climate, good shooting and fishing. Write for our latest Land Guide! (1679, 655, 1900, 822)
ad-title: THE CHOICEST LAND IN THE DOMINION. (1702, 1162, 1878, 1189)
ad-title: FOR PRIVATE SALE. (1262, 717, 1382, 730)
ad-reference-code: C731 (247, 512, 263, 520)
ad-agent-name: NEWTON KING, LAND AND ESTATE AGENT, NEW PLYMOUTH. (1024, 854, 1152, 890)
ad-body-text: DALGETY AND CO., LTD., have been instructed by Mr. J. George to sell, without reserve, the whole of his High-class and Well-known Dairy Cows, comprising— 35 tip-top cows, calved and to calve 1 bull, 1 18-month do. 4 spayed cows, 4 weaners, 1 bullock 2 springing heifers, 2 yearlings 2 draught mares, in foal to Lochiel 1 draught colt, 2 years, by Lochiel 1 filly, by Lochiel 1 hack mare, in foal 1 3-year Nutwood filly Also dog-cart, horse, and harness 180 breeding ewes, in lamb 40 white leghorn hens milk cans, spring dray, and harness, tools, and a host of sundries Mr. J. George has been breeding dairy cows for the past 15 years, and being a practical dairy farmer, has culled his herd annually, therefore buyers can, with confidence, attend this sale. Catalogues at Sale. Luncheon provided. (1211, 131, 1432, 395)
classified-advertisement (41, 701, 263, 1000)
ad-title: STRAIGHT OUT LEASE FOR 5 YEARS. (1000, 708, 1176, 735)
newspaper-title: THE DOMINION, THURSDAY, AUGUST 27, 1908. (486, 12, 1455, 53)
ad-title: KHANDALLAH. (574, 237, 666, 250)
ad-body-text: 6000 ACRES, Native lease for 50 years, and 1s. 6d. per acre. Land is level and undulating, with improvements; will carry 3½ sheep per acre, besides cattle, on good land. PRICE, 15s. PER ACRE, GOODWILL. Write at once to (978, 957, 1199, 1003)
ad-title: CHEAP WAIKATO PROPERTIES. (526, 1353, 714, 1366)
ad-title: HARCOURT AND CO., (322, 806, 450, 819)
classified-advertisement (1212, 1056, 1433, 1279)
classified-advertisement (1212, 914, 1433, 1056)
classified-advertisement (41, 1000, 263, 1247)
ad-subtitle: AUCTIONEER, LAND AND ESTATE AGENT, 186 FEATHERSTON STREET, WELLINGTON, And at LOWER HUTT. (281, 749, 492, 782)
